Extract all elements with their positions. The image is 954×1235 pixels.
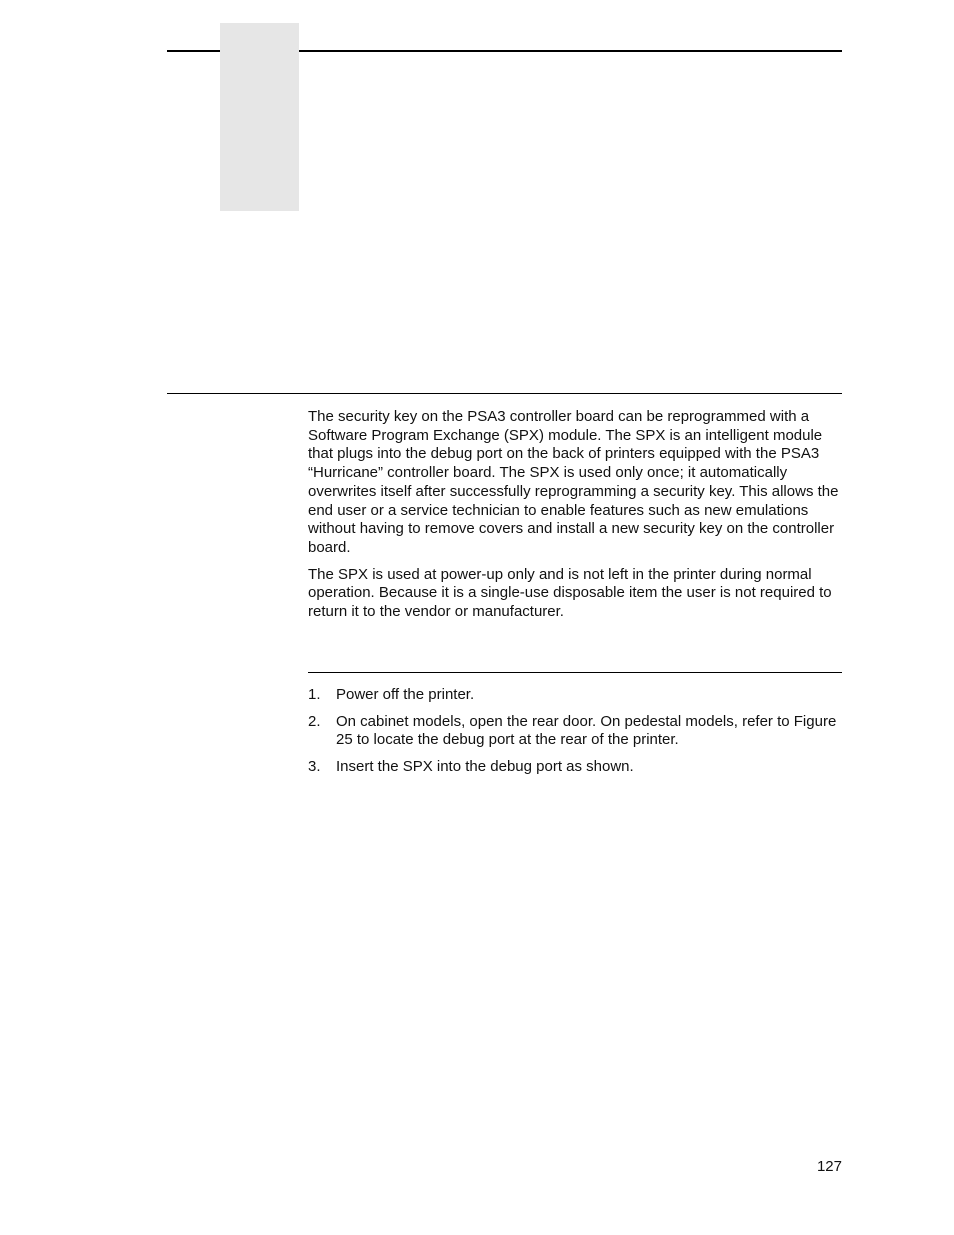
step-number: 3. bbox=[308, 758, 321, 776]
page-number: 127 bbox=[816, 1158, 842, 1175]
procedure-steps bbox=[308, 686, 842, 785]
step-text: Power off the printer. bbox=[336, 686, 475, 703]
step-number: 2. bbox=[308, 712, 321, 730]
intro-paragraph: The SPX is used at power-up only and is not left in the printer during normal operation. Because it is a single-use disposable item the user is not required to return it to the vendor or manufacturer. bbox=[308, 565, 832, 621]
chapter-tab bbox=[220, 23, 299, 211]
procedure-step bbox=[308, 713, 842, 750]
intro-section bbox=[308, 408, 842, 630]
header-rule-left bbox=[167, 50, 220, 52]
step-text: On cabinet models, open the rear door. On pedestal models, refer to Figure 25 to locate the debug port at the rear of the printer. bbox=[336, 712, 837, 749]
intro-paragraph: The security key on the PSA3 controller board can be reprogrammed with a Software Program Exchange (SPX) module. The SPX is an intelligent module that plugs into the debug port on the back of printers equipped with the PSA3 “Hurricane” controller board. The SPX is used only once; it automatically overwrites itself after successfully reprogramming a security key. This allows the end user or a service technician to enable features such as new emulations without having to remove covers and install a new security key on the controller board. bbox=[308, 408, 839, 556]
section-rule bbox=[167, 393, 842, 394]
header-rule-right bbox=[299, 50, 842, 52]
subsection-rule bbox=[308, 672, 842, 673]
step-number: 1. bbox=[308, 686, 321, 703]
procedure-step bbox=[308, 758, 842, 777]
step-text: Insert the SPX into the debug port as shown. bbox=[336, 758, 634, 776]
procedure-step bbox=[308, 686, 842, 705]
